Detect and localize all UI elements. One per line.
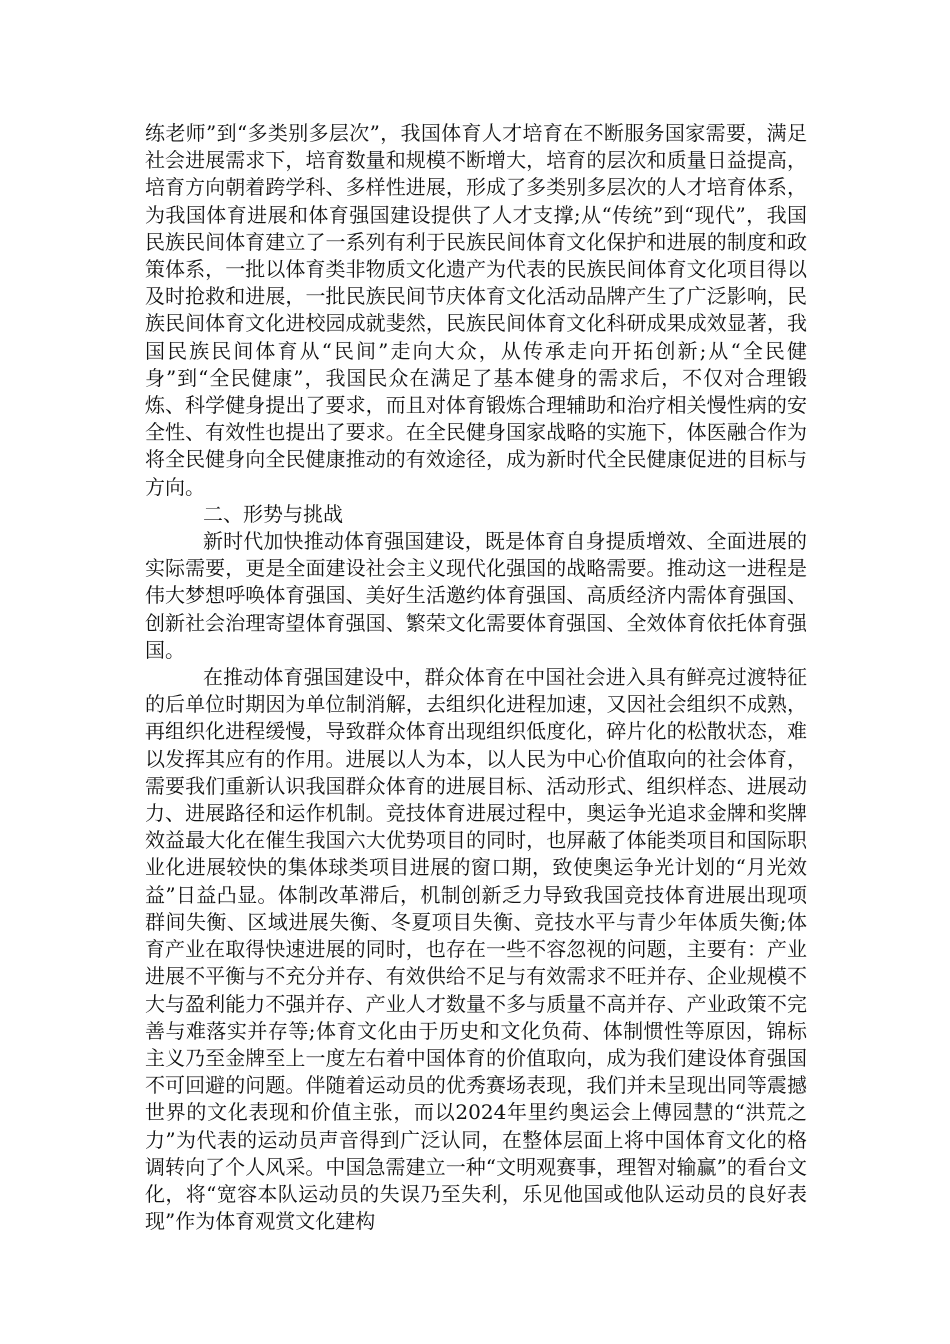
paragraph-challenges-detail: 在推动体育强国建设中，群众体育在中国社会进入具有鲜亮过渡特征的后单位时期因为单位制消解，去组织化进程加速，又因社会组织不成熟，再组织化进程缓慢，导致群众体育出现组织低度化，碎片化的松散状态，难以发挥其应有的作用。进展以人为本，以人民为中心价值取向的社会体育，需要我们重新认识我国群众体育的进展目标、活动形式、组织样态、进展动力、进展路径和运作机制。竞技体育进展过程中，奥运争光追求金牌和奖牌效益最大化在催生我国六大优势项目的同时，也屏蔽了体能类项目和国际职业化进展较快的集体球类项目进展的窗口期，致使奥运争光计划的“月光效益”日益凸显。体制改革滞后，机制创新乏力导致我国竞技体育进展出现项群间失衡、区域进展失衡、冬夏项目失衡、竞技水平与青少年体质失衡;体育产业在取得快速进展的同时，也存在一些不容忽视的问题，主要有：产业进展不平衡与不充分并存、有效供给不足与有效需求不旺并存、企业规模不大与盈利能力不强并存、产业人才数量不多与质量不高并存、产业政策不完善与难落实并存等;体育文化由于历史和文化负荷、体制惯性等原因，锦标主义乃至金牌至上一度左右着中国体育的价值取向，成为我们建设体育强国不可回避的问题。伴随着运动员的优秀赛场表现，我们并未呈现出同等震撼世界的文化表现和价值主张，而以2024年里约奥运会上傅园慧的“洪荒之力”为代表的运动员声音得到广泛认同，在整体层面上将中国体育文化的格调转向了个人风采。中国急需建立一种“文明观赛事，理智对输赢”的看台文化，将“宽容本队运动员的失误乃至失利，乐见他国或他队运动员的良好表现”作为体育观赏文化建构	[145, 665, 807, 1234]
document-body	[145, 120, 807, 1235]
paragraph-sports-power-strategy: 新时代加快推动体育强国建设，既是体育自身提质增效、全面进展的实际需要，更是全面建设社会主义现代化强国的战略需要。推动这一进程是伟大梦想呼唤体育强国、美好生活邀约体育强国、高质经济内需体育强国、创新社会治理寄望体育强国、繁荣文化需要体育强国、全效体育依托体育强国。	[145, 529, 807, 662]
section-heading-situation-challenges: 二、形势与挑战	[203, 501, 343, 526]
paragraph-talent-culture-health: 练老师”到“多类别多层次”，我国体育人才培育在不断服务国家需要，满足社会进展需求下，培育数量和规模不断增大，培育的层次和质量日益提高，培育方向朝着跨学科、多样性进展，形成了多类别多层次的人才培育体系，为我国体育进展和体育强国建设提供了人才支撑;从“传统”到“现代”，我国民族民间体育建立了一系列有利于民族民间体育文化保护和进展的制度和政策体系，一批以体育类非物质文化遗产为代表的民族民间体育文化项目得以及时抢救和进展，一批民族民间节庆体育文化活动品牌产生了广泛影响，民族民间体育文化进校园成就斐然，民族民间体育文化科研成果成效显著，我国民族民间体育从“民间”走向大众，从传承走向开拓创新;从“全民健身”到“全民健康”，我国民众在满足了基本健身的需求后，不仅对合理锻炼、科学健身提出了要求，而且对体育锻炼合理辅助和治疗相关慢性病的安全性、有效性也提出了要求。在全民健身国家战略的实施下，体医融合作为将全民健身向全民健康推动的有效途径，成为新时代全民健康促进的目标与方向。	[145, 121, 807, 499]
